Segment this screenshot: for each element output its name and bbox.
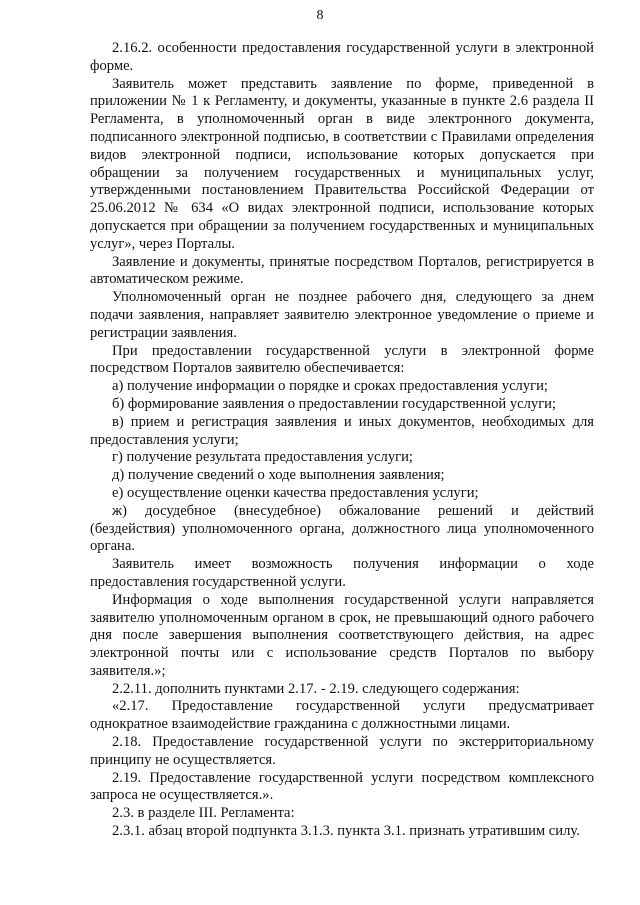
list-item-a: а) получение информации о порядке и сроках предоставления услуги; (112, 378, 548, 395)
paragraph-portal-provision: При предоставлении государственной услуги в электронной форме посредством Порталов заявителю обеспечивается: (90, 342, 594, 377)
page-number: 8 (316, 8, 324, 23)
paragraph-2-17: «2.17. Предоставление государственной услуги предусматривает однократное взаимодействие гражданина с должностными лицами. (90, 698, 594, 733)
paragraph-notification: Уполномоченный орган не позднее рабочего дня, следующего за днем подачи заявления, направляет заявителю электронное уведомление о приеме и регистрации заявления. (90, 289, 594, 341)
list-item-b: б) формирование заявления о предоставлении государственной услуги; (112, 395, 557, 412)
document-body (90, 40, 594, 841)
paragraph-2-16-2: 2.16.2. особенности предоставления государственной услуги в электронной форме. (90, 40, 594, 74)
paragraph-2-3-1: 2.3.1. абзац второй подпункта 3.1.3. пункта 3.1. признать утратившим силу. (112, 823, 580, 840)
paragraph-2-18: 2.18. Предоставление государственной услуги по экстерриториальному принципу не осуществляется. (90, 734, 594, 768)
list-item-g: г) получение результата предоставления услуги; (112, 449, 413, 466)
paragraph-progress-delivery: Информация о ходе выполнения государственной услуги направляется заявителю уполномоченным органом в срок, не превышающий одного рабочего дня после завершения выполнения соответствующего действия, на адрес электронной почты или с использование средств Порталов по выбору заявителя.»; (90, 591, 594, 679)
list-item-v: в) прием и регистрация заявления и иных документов, необходимых для предоставления услуги; (90, 413, 594, 448)
list-item-e: е) осуществление оценки качества предоставления услуги; (112, 484, 479, 501)
list-item-d: д) получение сведений о ходе выполнения заявления; (112, 467, 445, 484)
paragraph-2-3: 2.3. в разделе III. Регламента: (112, 805, 295, 822)
paragraph-2-2-11: 2.2.11. дополнить пунктами 2.17. - 2.19. следующего содержания: (112, 680, 520, 697)
paragraph-2-19: 2.19. Предоставление государственной услуги посредством комплексного запроса не осуществляется.». (90, 769, 594, 804)
paragraph-auto-registration: Заявление и документы, принятые посредством Порталов, регистрируется в автоматическом режиме. (90, 253, 594, 288)
paragraph-applicant-submission: Заявитель может представить заявление по форме, приведенной в приложении № 1 к Регламенту, и документы, указанные в пункте 2.6 раздела II Регламента, в уполномоченный орган в виде электронного документа, подписанного электронной подписью, в соответствии с Правилами определения видов электронной подписи, использование которых допускается при обращении за получением государственных и муниципальных услуг, утвержденными постановлением Правительства Российской Федерации от 25.06.2012 № 634 «О видах электронной подписи, использование которых допускается при обращении за получением государственных и муниципальных услуг», через Порталы. (90, 75, 594, 252)
paragraph-progress-info: Заявитель имеет возможность получения информации о ходе предоставления государственной услуги. (90, 556, 594, 590)
list-item-zh: ж) досудебное (внесудебное) обжалование решений и действий (бездействия) уполномоченного органа, должностного лица уполномоченного органа. (90, 502, 594, 555)
